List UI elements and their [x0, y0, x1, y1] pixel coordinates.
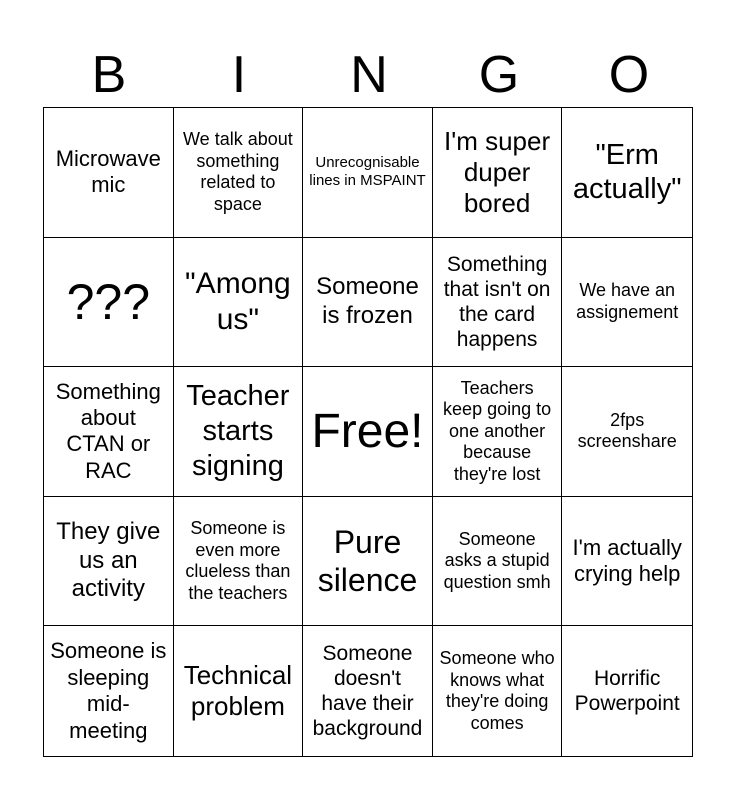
bingo-card-grid — [43, 107, 693, 757]
bingo-cell-20[interactable] — [562, 497, 692, 627]
bingo-cell-23[interactable] — [303, 626, 433, 756]
bingo-cell-text: Unrecognisable lines in MSPAINT — [309, 154, 426, 190]
bingo-cell-text: Something about CTAN or RAC — [55, 378, 161, 483]
header-letter-g: G — [478, 46, 520, 104]
bingo-cell-text: Someone asks a stupid question smh — [443, 528, 551, 592]
bingo-header — [44, 44, 694, 106]
bingo-cell-15[interactable] — [562, 367, 692, 497]
bingo-cell-25[interactable] — [562, 626, 692, 756]
bingo-cell-16[interactable] — [44, 497, 174, 627]
header-letter-i: I — [231, 46, 247, 104]
bingo-cell-text: They give us an activity — [56, 517, 161, 603]
free-space-cell[interactable] — [303, 367, 433, 497]
bingo-cell-text: "Among us" — [185, 266, 291, 336]
bingo-cell-text: Something that isn't on the card happens — [443, 252, 551, 352]
bingo-cell-14[interactable] — [433, 367, 563, 497]
bingo-cell-text: Pure silence — [317, 523, 418, 599]
bingo-cell-text: Someone is sleeping mid-meeting — [50, 638, 167, 743]
bingo-cell-17[interactable] — [174, 497, 304, 627]
bingo-cell-text: Teachers keep going to one another because they're lost — [443, 377, 552, 484]
bingo-cell-text: Technical problem — [183, 660, 293, 722]
bingo-cell-text: Horrific Powerpoint — [574, 667, 680, 716]
bingo-cell-text: ??? — [66, 273, 151, 330]
bingo-cell-text: I'm super duper bored — [444, 125, 551, 218]
bingo-cell-22[interactable] — [174, 626, 304, 756]
bingo-cell-text: Someone is even more clueless than the teachers — [185, 517, 291, 603]
bingo-cell-1[interactable] — [44, 108, 174, 238]
bingo-cell-4[interactable] — [433, 108, 563, 238]
bingo-cell-3[interactable] — [303, 108, 433, 238]
bingo-cell-8[interactable] — [303, 238, 433, 368]
bingo-cell-text: Someone doesn't have their background — [312, 641, 423, 741]
bingo-cell-text: Microwave mic — [55, 145, 161, 198]
bingo-cell-5[interactable] — [562, 108, 692, 238]
bingo-cell-7[interactable] — [174, 238, 304, 368]
bingo-cell-11[interactable] — [44, 367, 174, 497]
bingo-cell-text: Free! — [311, 404, 424, 458]
bingo-cell-10[interactable] — [562, 238, 692, 368]
bingo-cell-text: Someone is frozen — [316, 273, 419, 329]
bingo-cell-19[interactable] — [433, 497, 563, 627]
bingo-cell-21[interactable] — [44, 626, 174, 756]
header-letter-b: B — [91, 46, 127, 104]
bingo-cell-text: "Erm actually" — [572, 138, 682, 206]
bingo-cell-24[interactable] — [433, 626, 563, 756]
bingo-cell-18[interactable] — [303, 497, 433, 627]
bingo-cell-text: Teacher starts signing — [186, 380, 290, 482]
header-letter-o: O — [608, 46, 650, 104]
bingo-cell-9[interactable] — [433, 238, 563, 368]
bingo-cell-text: Someone who knows what they're doing comes — [439, 648, 555, 733]
bingo-cell-6[interactable] — [44, 238, 174, 368]
header-letter-n: N — [350, 46, 388, 104]
bingo-cell-text: I'm actually crying help — [572, 534, 682, 587]
bingo-cell-text: We have an assignement — [576, 280, 679, 322]
bingo-cell-text: 2fps screenshare — [577, 409, 677, 452]
bingo-cell-12[interactable] — [174, 367, 304, 497]
bingo-cell-2[interactable] — [174, 108, 304, 238]
bingo-cell-text: We talk about something related to space — [183, 129, 293, 214]
